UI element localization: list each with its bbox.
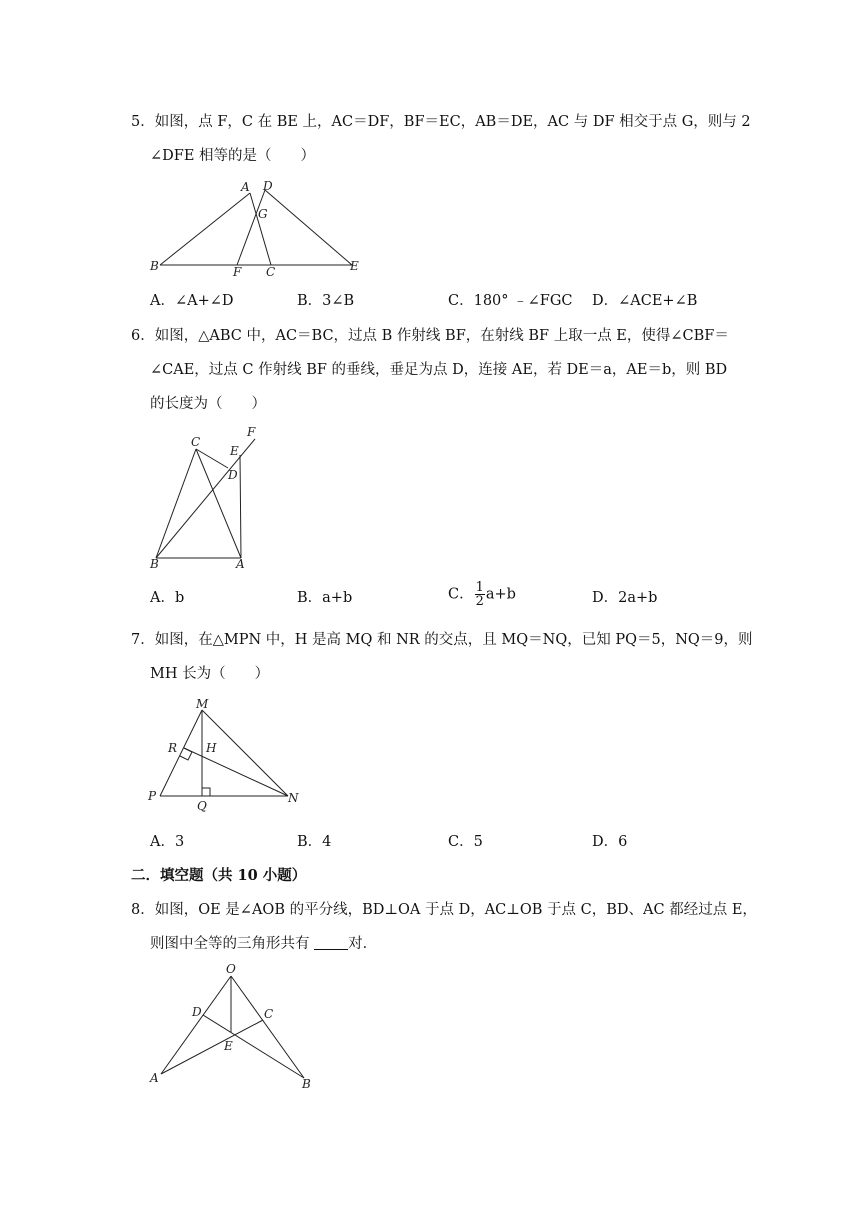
q7-option-b: B．4 [297, 834, 332, 850]
q6-label-a: A [236, 557, 245, 571]
q5-option-a: A．∠A+∠D [150, 293, 234, 309]
q6-option-c-label: C． [448, 586, 474, 603]
q5-option-c: C．180° ﹣∠FGC [448, 293, 573, 309]
q8-label-e: E [224, 1039, 233, 1053]
q8-text-line2-pre: 则图中全等的三角形共有 [150, 936, 315, 952]
q5-label-b: B [150, 259, 159, 273]
q7-label-q: Q [197, 799, 207, 813]
q8-answer-blank[interactable] [314, 935, 348, 950]
q6-option-d: D．2a+b [592, 590, 658, 606]
q5-label-d: D [263, 179, 273, 193]
q5-text-line1: 5．如图，点 F，C 在 BE 上，AC＝DF，BF＝EC，AB＝DE，AC 与 DF 相交于点 G，则与 2 [131, 114, 751, 130]
q6-label-e: E [230, 444, 239, 458]
q8-text-line1: 8．如图，OE 是∠AOB 的平分线，BD⊥OA 于点 D，AC⊥OB 于点 C，BD、AC 都经过点 E， [131, 902, 757, 918]
q7-option-d: D．6 [592, 834, 628, 850]
q6-option-c-fraction [475, 581, 485, 608]
q7-label-r: R [168, 741, 178, 755]
q6-label-f: F [247, 425, 256, 439]
q8-label-a: A [150, 1071, 159, 1085]
q6-option-c-numerator: 1 [475, 580, 484, 595]
q8-text-line2 [150, 934, 377, 954]
q7-label-p: P [148, 789, 157, 803]
q8-label-b: B [302, 1077, 311, 1091]
q5-figure [146, 176, 366, 280]
q7-label-n: N [288, 791, 299, 805]
q8-text-line2-post: 对． [348, 936, 378, 952]
q6-option-c-denominator: 2 [475, 594, 484, 609]
section-heading-fill-in: 二．填空题（共 10 小题） [131, 867, 307, 884]
q6-option-c-tail: a+b [485, 586, 516, 603]
q5-text-line2: ∠DFE 相等的是（ ） [150, 148, 316, 164]
q6-text-line2: ∠CAE，过点 C 作射线 BF 的垂线，垂足为点 D，连接 AE，若 DE＝a，AE＝b，则 BD [150, 362, 728, 378]
q5-label-f: F [233, 265, 242, 279]
q5-label-c: C [266, 265, 276, 279]
q6-option-c [448, 581, 516, 608]
q6-figure [146, 422, 266, 572]
q6-text-line1: 6．如图，△ABC 中，AC＝BC，过点 B 作射线 BF，在射线 BF 上取一点 E，使得∠CBF＝ [131, 328, 729, 344]
q5-label-g: G [258, 207, 268, 221]
q5-label-e: E [350, 259, 359, 273]
q5-option-b: B．3∠B [297, 293, 355, 309]
q8-figure [144, 960, 324, 1092]
q7-label-m: M [196, 697, 209, 711]
q6-label-d: D [228, 468, 238, 482]
q7-text-line2: MH 长为（ ） [150, 666, 270, 682]
q5-option-d: D．∠ACE+∠B [592, 293, 698, 309]
q6-label-b: B [150, 557, 159, 571]
q8-label-o: O [226, 962, 236, 976]
q6-text-line3: 的长度为（ ） [150, 396, 266, 412]
q8-label-d: D [192, 1005, 202, 1019]
q6-option-a: A．b [150, 590, 185, 606]
q6-option-b: B．a+b [297, 590, 353, 606]
q7-text-line1: 7．如图，在△MPN 中，H 是高 MQ 和 NR 的交点，且 MQ＝NQ，已知 PQ＝5，NQ＝9，则 [131, 632, 753, 648]
q5-label-a: A [241, 180, 250, 194]
q7-figure [144, 696, 314, 814]
q8-label-c: C [264, 1007, 274, 1021]
q7-option-a: A．3 [150, 834, 185, 850]
q6-label-c: C [191, 435, 201, 449]
q7-option-c: C．5 [448, 834, 483, 850]
q7-label-h: H [206, 741, 217, 755]
